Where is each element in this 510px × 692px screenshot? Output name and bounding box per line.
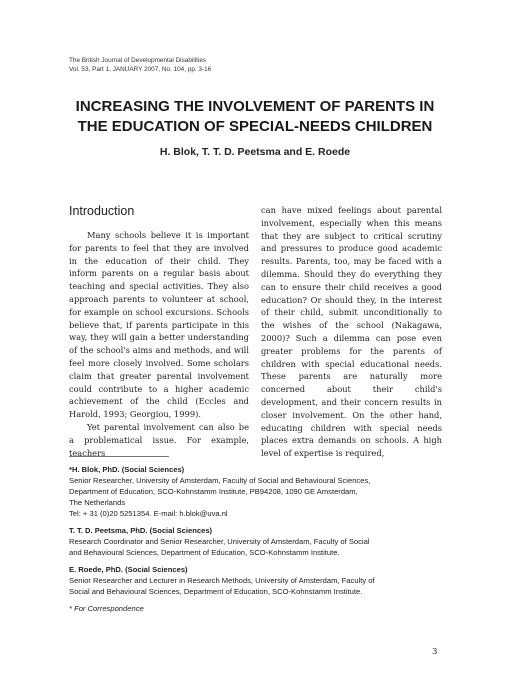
right-column — [261, 204, 442, 460]
author-footnotes — [69, 464, 459, 614]
paragraph: can have mixed feelings about parental involvement, especially when this means that they are subject to critical scrutiny and pressures to produce good academic results. Parents, too, may be faced with a dilemma. Should they do everything they can to ensure their child receives a good education? Or should they, in the interest of their child, submit unconditionally to the wishes of the school (Nakagawa, 2000)? Such a dilemma can pose even greater problems for the parents of children with special educational needs. These parents are naturally more concerned about their child's development, and their concern results in closer involvement. On the other hand, educating children with special needs places extra demands on schools. A high level of expertise is required, — [261, 205, 442, 459]
footnote-peetsma — [69, 525, 459, 558]
footnote-author-name: T. T. D. Peetsma, PhD. (Social Sciences) — [69, 526, 213, 535]
author-list: H. Blok, T. T. D. Peetsma and E. Roede — [159, 146, 351, 158]
footnote-line: and Behavioural Sciences, Department of Education, SCO-Kohnstamm Institute. — [69, 548, 340, 557]
footnote-author-name: *H. Blok, PhD. (Social Sciences) — [69, 465, 185, 474]
footnote-line: Senior Researcher and Lecturer in Research Methods, University of Amsterdam, Faculty of — [69, 576, 375, 585]
footnote-line: The Netherlands — [69, 498, 126, 507]
journal-volume: Vol. 53, Part 1, JANUARY 2007, No. 104, pp. 3-16 — [69, 65, 212, 73]
left-column — [69, 229, 249, 459]
section-heading: Introduction — [69, 204, 135, 218]
article-title — [40, 97, 470, 137]
journal-name: The British Journal of Developmental Disabilities — [69, 57, 207, 64]
title-line-1: INCREASING THE INVOLVEMENT OF PARENTS IN — [75, 98, 435, 115]
paragraph: Yet parental involvement can also be a problematical issue. For example, teachers — [69, 421, 249, 458]
footnote-contact: Tel: + 31 (0)20 5251354. E-mail: h.blok@uva.nl — [69, 509, 228, 518]
footnote-line: Social and Behavioural Sciences, Department of Education, SCO-Kohnstamm Institute. — [69, 587, 363, 596]
footnote-blok — [69, 464, 459, 519]
journal-citation — [69, 57, 211, 74]
paragraph: Many schools believe it is important for parents to feel that they are involved in the education of their child. They inform parents on a regular basis about teaching and special activities. They also approach parents to volunteer at school, for example on school excursions. Schools believe that, if parents participate in this way, they will gain a better understanding of the school's aims and methods, and will feel more closely involved. Some scholars claim that greater parental involvement could contribute to a higher academic achievement of the child (Eccles and Harold, 1993; Georgiou, 1999). — [69, 230, 249, 420]
page-number: 3 — [432, 647, 438, 657]
footnote-divider — [69, 456, 169, 457]
footnote-line: Research Coordinator and Senior Researcher, University of Amsterdam, Faculty of Social — [69, 537, 370, 546]
footnote-line: Senior Researcher, University of Amsterdam, Faculty of Social and Behavioural Sciences, — [69, 476, 371, 485]
footnote-roede — [69, 564, 459, 597]
footnote-line: Department of Education, SCO-Kohnstamm Institute, PB94208, 1090 GE Amsterdam, — [69, 487, 358, 496]
correspondence-note: * For Correspondence — [69, 604, 144, 613]
footnote-author-name: E. Roede, PhD. (Social Sciences) — [69, 565, 188, 574]
title-line-2: THE EDUCATION OF SPECIAL-NEEDS CHILDREN — [77, 118, 433, 135]
